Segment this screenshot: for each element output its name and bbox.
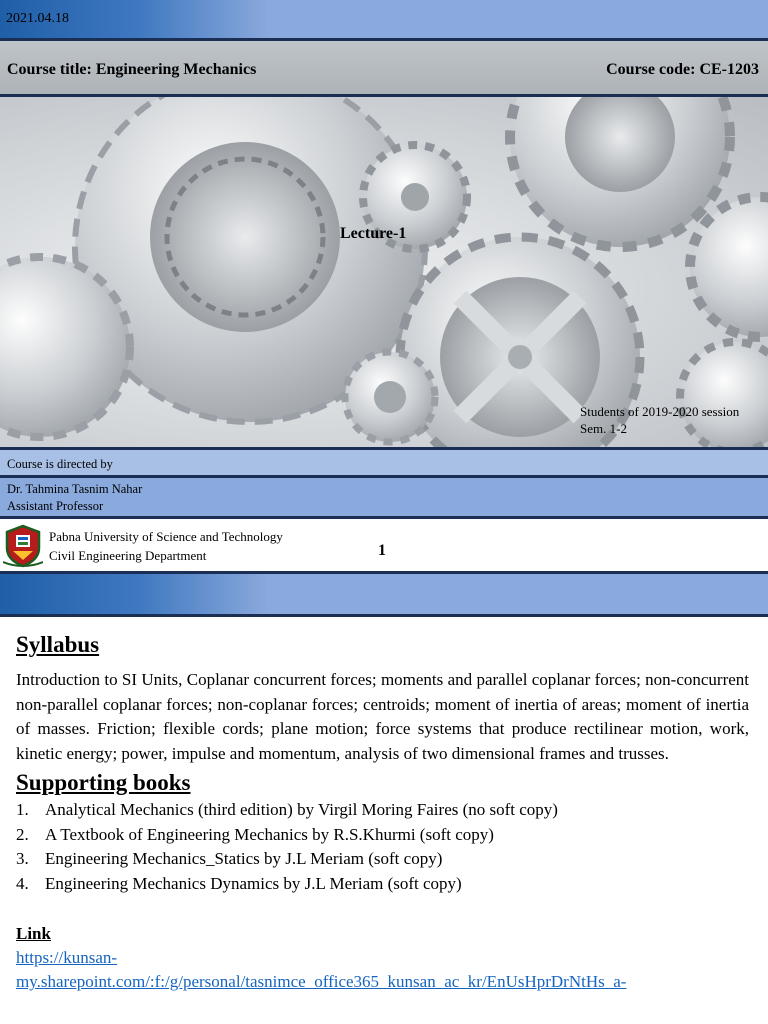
date-band	[0, 0, 768, 38]
course-code: Course code: CE-1203	[606, 61, 759, 78]
gears-illustration	[0, 97, 768, 447]
university-name: Pabna University of Science and Technology	[49, 529, 283, 544]
gear-shape	[690, 197, 768, 337]
book-title: A Textbook of Engineering Mechanics by R.S.Khurmi (soft copy)	[45, 824, 494, 844]
list-item	[16, 798, 749, 823]
sharepoint-link-line1[interactable]: https://kunsan-	[16, 948, 118, 967]
date-text: 2021.04.18	[6, 11, 69, 26]
gear-shape	[150, 142, 340, 332]
gear-shape	[401, 183, 429, 211]
list-number: 2.	[16, 824, 29, 844]
list-item	[16, 847, 749, 872]
footer-band	[0, 574, 768, 614]
syllabus-text: Introduction to SI Units, Coplanar concurrent forces; moments and parallel coplanar forces; non-concurrent non-parallel coplanar forces; non-coplanar forces; centroids; moment of inertia of areas; moment of inertia of masses. Friction; flexible cords; plane motion; force systems that produce rectilinear motion, work, kinetic energy; power, impulse and momentum, analysis of two dimensional frames and trusses.	[16, 670, 749, 763]
list-number: 4.	[16, 873, 29, 893]
department-name: Civil Engineering Department	[49, 548, 207, 563]
page-number: 1	[378, 542, 386, 559]
gears-hero-image	[0, 97, 768, 447]
instructor-name: Dr. Tahmina Tasnim Nahar	[7, 482, 143, 496]
gear-shape	[508, 345, 532, 369]
course-title-band	[0, 41, 768, 94]
directed-by-label: Course is directed by	[7, 457, 113, 471]
link-heading: Link	[16, 924, 51, 943]
sharepoint-link-line2[interactable]: my.sharepoint.com/:f:/g/personal/tasnimce_office365_kunsan_ac_kr/EnUsHprDrNtHs_a-	[16, 972, 627, 991]
lecture-title: Lecture-1	[340, 225, 407, 242]
course-title: Course title: Engineering Mechanics	[7, 61, 257, 78]
instructor-title: Assistant Professor	[7, 499, 104, 513]
students-session: Students of 2019-2020 session	[580, 404, 740, 419]
instructor-band	[0, 478, 768, 516]
students-info	[580, 403, 739, 437]
gear-shape	[374, 381, 406, 413]
document-body	[16, 630, 749, 994]
list-item	[16, 872, 749, 897]
students-semester: Sem. 1-2	[580, 421, 627, 436]
university-band	[0, 519, 768, 571]
book-title: Engineering Mechanics Dynamics by J.L Meriam (soft copy)	[45, 873, 462, 893]
directed-by-band	[0, 450, 768, 475]
syllabus-heading: Syllabus	[16, 632, 100, 657]
university-logo-icon	[3, 524, 43, 568]
list-number: 3.	[16, 849, 29, 868]
list-number: 1.	[16, 800, 29, 819]
divider	[0, 614, 768, 617]
books-heading: Supporting books	[16, 770, 191, 795]
book-title: Engineering Mechanics_Statics by J.L Meriam (soft copy)	[45, 849, 443, 868]
book-title: Analytical Mechanics (third edition) by Virgil Moring Faires (no soft copy)	[45, 800, 558, 819]
list-item	[16, 823, 749, 848]
